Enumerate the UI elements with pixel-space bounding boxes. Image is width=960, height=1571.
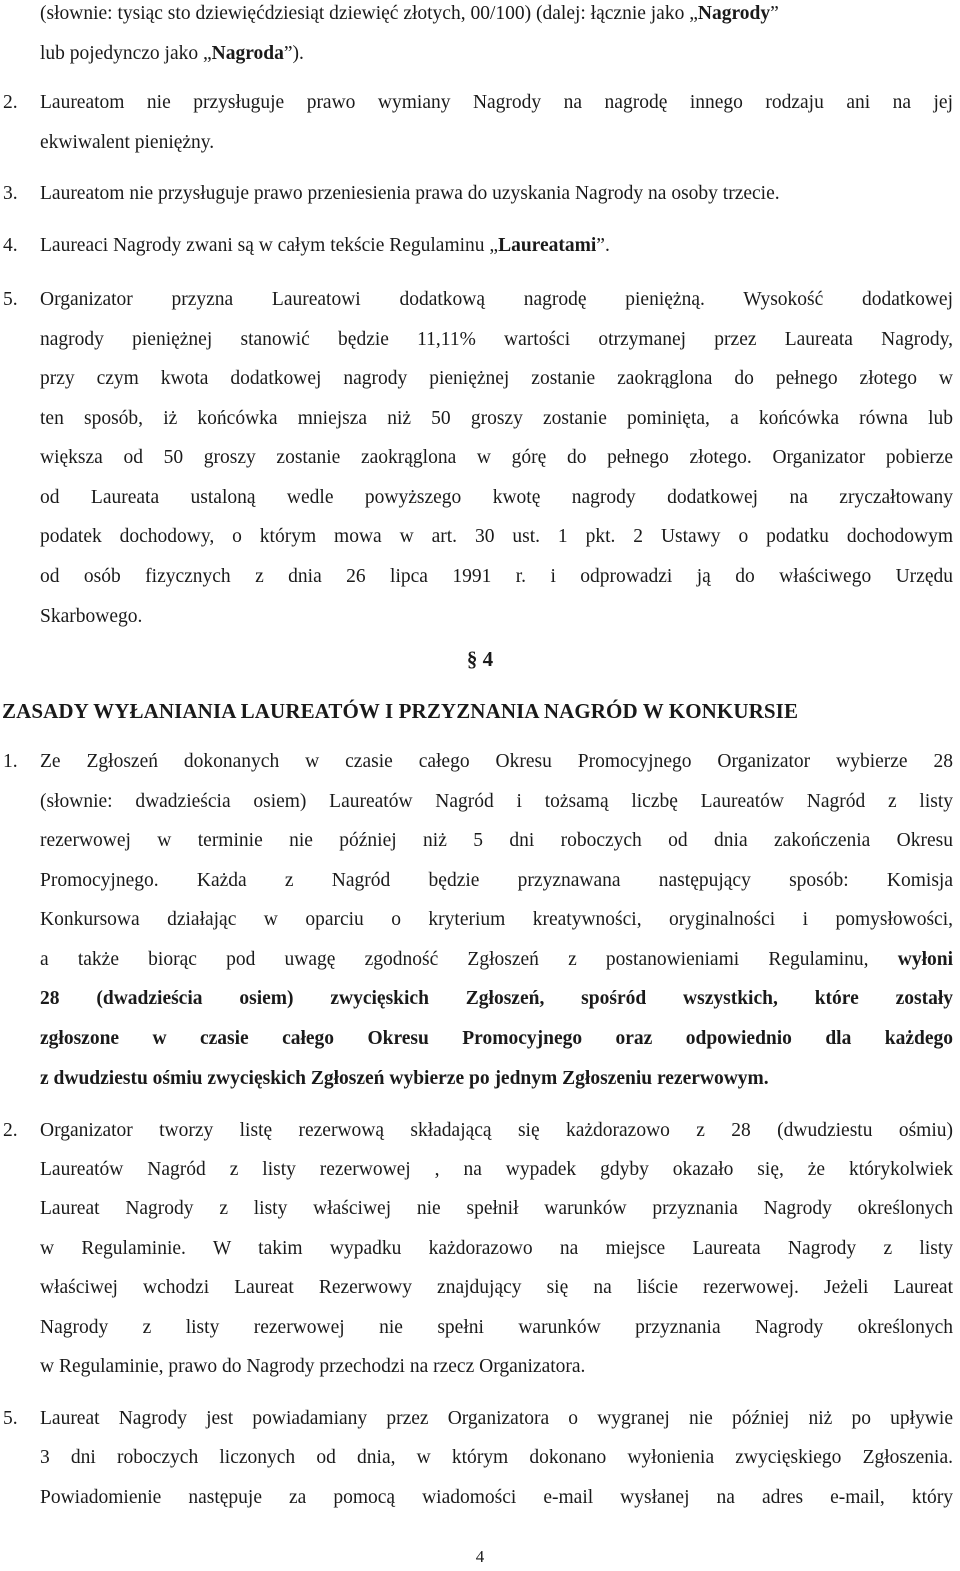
bold-text: z dwudziestu ośmiu zwycięskich Zgłoszeń wybierze po jednym Zgłoszeniu rezerwowym. bbox=[40, 1068, 769, 1089]
list-item-line: Organizator tworzy listę rezerwową składającą się każdorazowo z 28 (dwudziestu ośmiu) bbox=[40, 1120, 953, 1141]
list-item-line: w Regulaminie, prawo do Nagrody przechodzi na rzecz Organizatora. bbox=[40, 1356, 586, 1377]
intro-text: lub pojedynczo jako „ bbox=[40, 43, 212, 64]
list-item-line: ten sposób, iż końcówka mniejsza niż 50 groszy zostanie pominięta, a końcówka równa lub bbox=[40, 408, 953, 429]
list-number: 2. bbox=[3, 1120, 18, 1141]
list-number: 5. bbox=[3, 1408, 18, 1429]
list-item-line: Laureatom nie przysługuje prawo przeniesienia prawa do uzyskania Nagrody na osoby trzecie. bbox=[40, 183, 780, 204]
list-item-line: przy czym kwota dodatkowej nagrody pieniężnej zostanie zaokrąglona do pełnego złotego w bbox=[40, 368, 953, 389]
list-item-line: podatek dochodowy, o którym mowa w art. 30 ust. 1 pkt. 2 Ustawy o podatku dochodowym bbox=[40, 526, 953, 547]
list-item-text: a także biorąc pod uwagę zgodność Zgłoszeń z postanowieniami Regulaminu, bbox=[40, 949, 869, 970]
list-item-line-bold bbox=[40, 1026, 953, 1052]
list-item-line-bold bbox=[40, 986, 953, 1012]
list-number: 4. bbox=[3, 235, 18, 256]
section-title: ZASADY WYŁANIANIA LAUREATÓW I PRZYZNANIA NAGRÓD W KONKURSIE bbox=[2, 699, 799, 723]
list-item-line-bold bbox=[40, 1066, 953, 1092]
list-number: 2. bbox=[3, 92, 18, 113]
list-item-line: Promocyjnego. Każda z Nagród będzie przyznawana następujący sposób: Komisja bbox=[40, 870, 953, 891]
intro-line-1 bbox=[40, 1, 953, 27]
list-item-line: Laureatom nie przysługuje prawo wymiany Nagrody na nagrodę innego rodzaju ani na jej bbox=[40, 92, 953, 113]
list-item-line: nagrody pieniężnej stanowić będzie 11,11% wartości otrzymanej przez Laureata Nagrody, bbox=[40, 329, 953, 350]
bold-text: 28 (dwadzieścia osiem) zwycięskich Zgłoszeń, spośród wszystkich, które zostały bbox=[40, 988, 953, 1009]
quote-mark: ”. bbox=[596, 235, 610, 256]
list-item-line: Ze Zgłoszeń dokonanych w czasie całego Okresu Promocyjnego Organizator wybierze 28 bbox=[40, 751, 953, 772]
quote-mark: ”). bbox=[283, 43, 304, 64]
list-item-line: (słownie: dwadzieścia osiem) Laureatów Nagród i tożsamą liczbę Laureatów Nagród z listy bbox=[40, 791, 953, 812]
section-number: § 4 bbox=[466, 647, 494, 671]
list-number: 5. bbox=[3, 289, 18, 310]
defined-term-nagroda: Nagroda bbox=[211, 43, 284, 64]
list-item-line: właściwej wchodzi Laureat Rezerwowy znajdujący się na liście rezerwowej. Jeżeli Laureat bbox=[40, 1277, 953, 1298]
defined-term-nagrody: Nagrody bbox=[697, 3, 771, 24]
list-item-line: Nagrody z listy rezerwowej nie spełni warunków przyznania Nagrody określonych bbox=[40, 1317, 953, 1338]
list-item-line bbox=[40, 233, 953, 259]
list-item-line: od Laureata ustaloną wedle powyższego kwotę nagrody dodatkowej na zryczałtowany bbox=[40, 487, 953, 508]
list-number: 3. bbox=[3, 183, 18, 204]
list-number: 1. bbox=[3, 751, 18, 772]
quote-mark: ” bbox=[770, 3, 779, 24]
list-item-line: od osób fizycznych z dnia 26 lipca 1991 r. i odprowadzi ją do właściwego Urzędu bbox=[40, 566, 953, 587]
bold-text: zgłoszone w czasie całego Okresu Promocyjnego oraz odpowiednio dla każdego bbox=[40, 1028, 953, 1049]
list-item-line: rezerwowej w terminie nie później niż 5 dni roboczych od dnia zakończenia Okresu bbox=[40, 830, 953, 851]
list-item-line: Organizator przyzna Laureatowi dodatkową nagrodę pieniężną. Wysokość dodatkowej bbox=[40, 289, 953, 310]
list-item-line: Laureat Nagrody z listy właściwej nie spełnił warunków przyznania Nagrody określonych bbox=[40, 1198, 953, 1219]
list-item-line: większa od 50 groszy zostanie zaokrąglona w górę do pełnego złotego. Organizator pobierze bbox=[40, 447, 953, 468]
list-item-line bbox=[40, 947, 953, 973]
list-item-line: Skarbowego. bbox=[40, 606, 143, 627]
defined-term-laureatami: Laureatami bbox=[498, 235, 597, 256]
list-item-line: 3 dni roboczych liczonych od dnia, w którym dokonano wyłonienia zwycięskiego Zgłoszenia. bbox=[40, 1447, 953, 1468]
intro-line-2 bbox=[40, 41, 953, 67]
page-number: 4 bbox=[475, 1547, 485, 1566]
list-item-line: Konkursowa działając w oparciu o kryterium kreatywności, oryginalności i pomysłowości, bbox=[40, 909, 953, 930]
list-item-text: Laureaci Nagrody zwani są w całym tekście Regulaminu „ bbox=[40, 235, 499, 256]
list-item-line: Laureat Nagrody jest powiadamiany przez Organizatora o wygranej nie później niż po upływie bbox=[40, 1408, 953, 1429]
list-item-line: ekwiwalent pieniężny. bbox=[40, 132, 215, 153]
list-item-line: Laureatów Nagród z listy rezerwowej , na wypadek gdyby okazało się, że którykolwiek bbox=[40, 1159, 953, 1180]
bold-text: wyłoni bbox=[897, 949, 953, 970]
list-item-line: Powiadomienie następuje za pomocą wiadomości e-mail wysłanej na adres e-mail, który bbox=[40, 1487, 953, 1508]
intro-text: (słownie: tysiąc sto dziewięćdziesiąt dziewięć złotych, 00/100) (dalej: łącznie jako „ bbox=[40, 3, 698, 24]
list-item-line: w Regulaminie. W takim wypadku każdorazowo na miejsce Laureata Nagrody z listy bbox=[40, 1238, 953, 1259]
